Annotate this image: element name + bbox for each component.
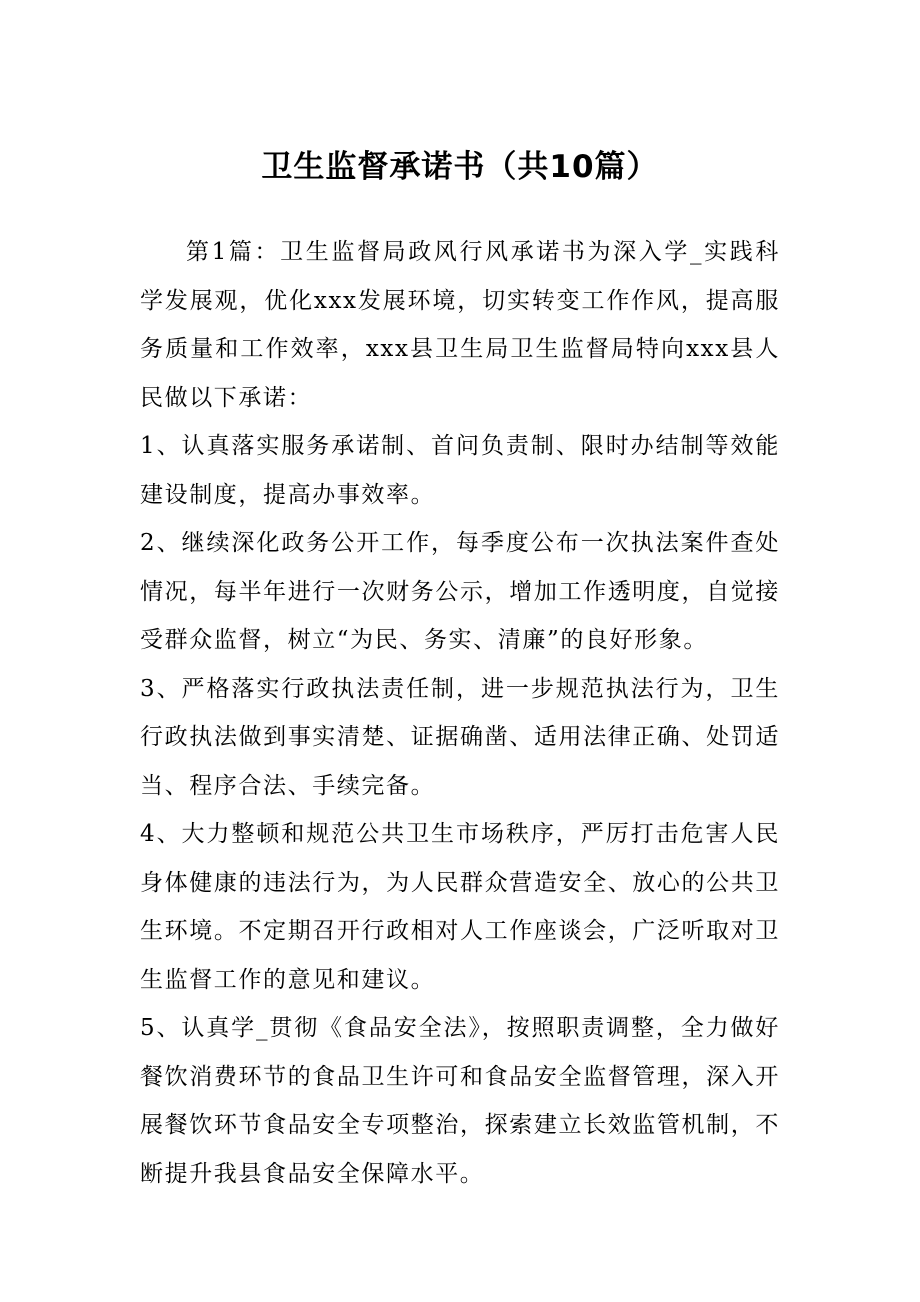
commitment-item-4: 4、大力整顿和规范公共卫生市场秩序，严厉打击危害人民身体健康的违法行为，为人民群众营造安全、放心的公共卫生环境。不定期召开行政相对人工作座谈会，广泛听取对卫生监督工作的意见和建议。 <box>140 821 780 993</box>
commitment-item-1: 1、认真落实服务承诺制、首问负责制、限时办结制等效能建设制度，提高办事效率。 <box>140 433 780 508</box>
document-title: 卫生监督承诺书（共10篇） <box>261 149 659 185</box>
intro-paragraph: 第1篇：卫生监督局政风行风承诺书为深入学_实践科学发展观，优化xxx发展环境，切实转变工作作风，提高服务质量和工作效率，xxx县卫生局卫生监督局特向xxx县人民做以下承诺： <box>140 239 780 411</box>
commitment-item-5: 5、认真学_贯彻《食品安全法》，按照职责调整，全力做好餐饮消费环节的食品卫生许可和食品安全监督管理，深入开展餐饮环节食品安全专项整治，探索建立长效监管机制，不断提升我县食品安全保障水平。 <box>140 1015 780 1187</box>
document-body <box>140 228 780 1198</box>
commitment-item-2: 2、继续深化政务公开工作，每季度公布一次执法案件查处情况，每半年进行一次财务公示，增加工作透明度，自觉接受群众监督，树立“为民、务实、清廉”的良好形象。 <box>140 530 780 653</box>
commitment-item-3: 3、严格落实行政执法责任制，进一步规范执法行为，卫生行政执法做到事实清楚、证据确凿、适用法律正确、处罚适当、程序合法、手续完备。 <box>140 675 780 799</box>
